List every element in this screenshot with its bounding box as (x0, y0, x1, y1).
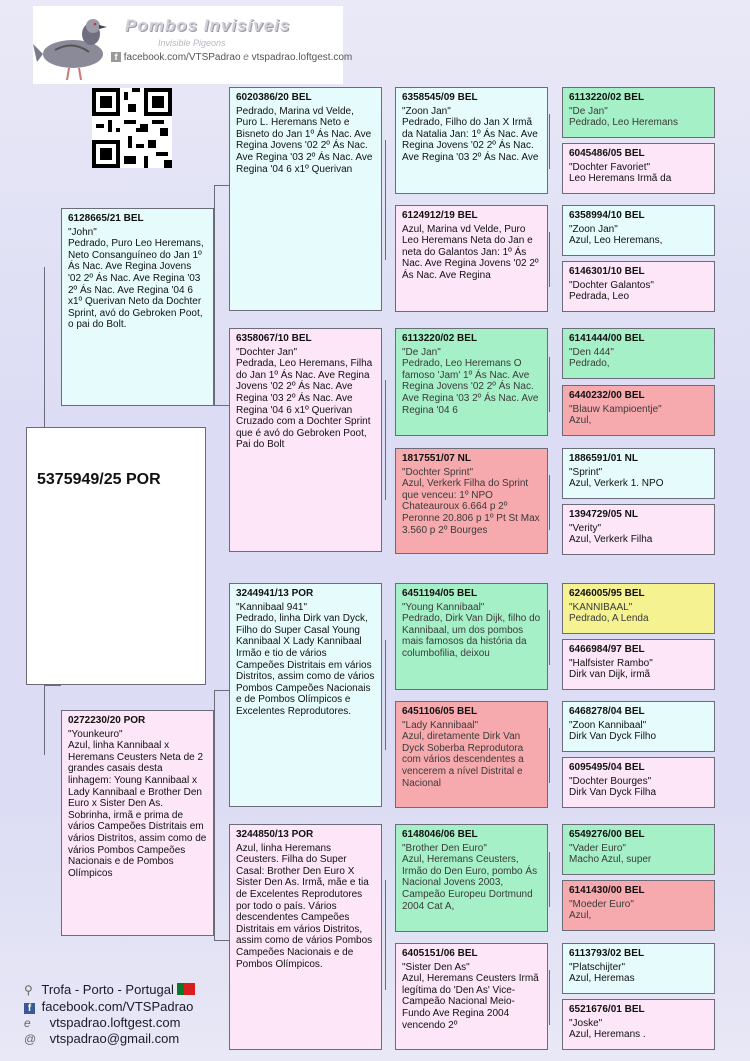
pedigree-gen3-2 (395, 205, 548, 312)
pedigree-gen3-8 (395, 943, 548, 1050)
pedigree-gen4-9 (562, 583, 715, 634)
pedigree-sire (61, 208, 214, 406)
pigeon-ring-number: 6549276/00 BEL (569, 829, 645, 840)
connector-line (214, 690, 215, 940)
pigeon-ring-number: 0272230/20 POR (68, 715, 146, 726)
pigeon-description: "Kannibaal 941" Pedrado, linha Dirk van Dyck, Filho do Super Casal Young Kannibaal X Lady Kannibaal Irmão e tio de vários Campeões Distritais em vários Distritos, assim como de vários Pombos Campeões Nacionais e de Pombos Olímpicos e Excelentes Reprodutores. (236, 601, 375, 717)
pigeon-ring-number: 6358067/10 BEL (236, 333, 312, 344)
pedigree-gen3-5 (395, 583, 548, 690)
footer-location-row (24, 982, 195, 997)
pedigree-gen4-2 (562, 143, 715, 194)
pedigree-gen2-4 (229, 824, 382, 1050)
pedigree-gen3-3 (395, 328, 548, 436)
connector-line (549, 728, 550, 783)
pigeon-ring-number: 6358994/10 BEL (569, 210, 645, 221)
pedigree-gen4-11 (562, 701, 715, 752)
connector-line (549, 114, 550, 169)
connector-line (549, 610, 550, 665)
pigeon-description: "John" Pedrado, Puro Leo Heremans, Neto Consanguíneo do Jan 1º Ás Nac. Ave Regina Jovens '02 2º Ás Nac. Ave Regina '03 2º Ás Nac. Ave Regina '04 6 x1º Querivan Neto da Dochter Sprint, avó do Gebroken Poot, o pai do Bolt. (68, 226, 204, 331)
footer-website-row (24, 1015, 180, 1030)
pigeon-description: "Moeder Euro" Azul, (569, 898, 634, 922)
pigeon-ring-number: 6141444/00 BEL (569, 333, 645, 344)
footer-facebook-row (24, 999, 193, 1014)
pedigree-gen2-3 (229, 583, 382, 807)
footer-email-link[interactable]: vtspadrao@gmail.com (49, 1031, 180, 1046)
pedigree-gen4-6 (562, 385, 715, 436)
subject-box (26, 427, 206, 685)
subject-id: 5375949/25 POR (37, 471, 161, 488)
pigeon-description: Pedrado, Marina vd Velde, Puro L. Heremans Neto e Bisneto do Jan 1º Ás Nac. Ave Regina Jovens '02 2º Ás Nac. Ave Regina '03 2º Ás Nac. Ave Regina '04 6 x1º Querivan (236, 105, 373, 175)
pigeon-description: "De Jan" Pedrado, Leo Heremans O famoso 'Jam' 1º Ás Nac. Ave Regina Jovens '02 2º Ás Nac. Ave Regina '03 2º Ás Nac. Ave Regina '04 6 (402, 346, 539, 416)
pigeon-ring-number: 3244941/13 POR (236, 588, 314, 599)
pedigree-gen4-10 (562, 639, 715, 690)
web-icon: e (24, 1016, 31, 1030)
pigeon-ring-number: 1394729/05 NL (569, 509, 638, 520)
pigeon-description: "Verity" Azul, Verkerk Filha (569, 522, 653, 546)
pigeon-description: "Dochter Galantos" Pedrada, Leo (569, 279, 654, 303)
pigeon-ring-number: 6451106/05 BEL (402, 706, 478, 717)
pigeon-ring-number: 6405151/06 BEL (402, 948, 478, 959)
pedigree-gen4-8 (562, 504, 715, 555)
pigeon-ring-number: 1817551/07 NL (402, 453, 471, 464)
pigeon-description: "Dochter Sprint" Azul, Verkerk Filha do Sprint que venceu: 1º NPO Chateauroux 6.664 p 2º Peronne 20.806 p 1º Pt St Max 3.560 p 2º Bourges (402, 466, 540, 536)
pedigree-gen4-1 (562, 87, 715, 138)
pigeon-ring-number: 6113220/02 BEL (569, 92, 645, 103)
connector-line (549, 852, 550, 907)
pigeon-description: "Dochter Jan" Pedrada, Leo Heremans, Filha do Jan 1º Ás Nac. Ave Regina Jovens '02 2º Ás Nac. Ave Regina '03 2º Ás Nac. Ave Regina '04 6 x1º Querivan Cruzado com a Dochter Sprint que é avó do Gebroken Poot, Pai do Bolt (236, 346, 373, 451)
pigeon-ring-number: 6468278/04 BEL (569, 706, 645, 717)
pedigree-gen4-16 (562, 999, 715, 1050)
connector-line (44, 685, 45, 755)
pedigree-gen4-4 (562, 261, 715, 312)
connector-line (549, 970, 550, 1025)
pigeon-ring-number: 6124912/19 BEL (402, 210, 478, 221)
connector-line (385, 640, 386, 750)
pedigree-gen3-4 (395, 448, 548, 554)
pedigree-gen3-1 (395, 87, 548, 194)
pigeon-description: "Zoon Jan" Azul, Leo Heremans, (569, 223, 663, 247)
pigeon-description: "Sprint" Azul, Verkerk 1. NPO (569, 466, 664, 490)
pigeon-description: "Halfsister Rambo" Dirk van Dijk, irmã (569, 657, 653, 681)
pedigree-gen2-1 (229, 87, 382, 311)
pigeon-ring-number: 6246005/95 BEL (569, 588, 645, 599)
pigeon-description: "Den 444" Pedrado, (569, 346, 614, 370)
location-pin-icon: ⚲ (24, 983, 33, 997)
pigeon-description: "KANNIBAAL" Pedrado, A Lenda (569, 601, 649, 625)
pigeon-description: "Younkeuro" Azul, linha Kannibaal x Heremans Ceusters Neta de 2 grandes casais desta linhagem: Young Kannibaal x Lady Kannibaal e Brother Den Euro x Sister Den As. Sobrinha, irmã e prima de vários Campeões Distritais em vários Distritos, assim como de vários Pombos Campeões Nacionais e de Pombos Olímpicos (68, 728, 207, 879)
pigeon-logo (33, 10, 113, 84)
footer-email-row (24, 1031, 179, 1046)
connector-line (44, 267, 45, 427)
pedigree-gen3-7 (395, 824, 548, 932)
pigeon-ring-number: 6451194/05 BEL (402, 588, 478, 599)
pigeon-ring-number: 6141430/00 BEL (569, 885, 645, 896)
pedigree-gen4-12 (562, 757, 715, 808)
pigeon-ring-number: 6466984/97 BEL (569, 644, 645, 655)
pigeon-ring-number: 6358545/09 BEL (402, 92, 478, 103)
connector-line (44, 685, 61, 686)
pigeon-description: "Dochter Bourges" Dirk Van Dyck Filha (569, 775, 657, 799)
pedigree-gen2-2 (229, 328, 382, 552)
pigeon-ring-number: 6020386/20 BEL (236, 92, 312, 103)
connector-line (549, 357, 550, 412)
pigeon-ring-number: 6148046/06 BEL (402, 829, 478, 840)
pedigree-gen4-14 (562, 880, 715, 931)
pigeon-description: "Platschijter" Azul, Heremas (569, 961, 635, 985)
footer-website-link[interactable]: vtspadrao.loftgest.com (49, 1015, 181, 1030)
pigeon-description: "Zoon Jan" Pedrado, Filho do Jan X Irmã da Natalia Jan: 1º Ás Nac. Ave Regina Jovens '02 2º Ás Nac. Ave Regina '03 2º Ás Nac. Ave (402, 105, 539, 163)
footer-location: Trofa - Porto - Portugal (41, 982, 174, 997)
connector-line (214, 185, 230, 186)
pedigree-gen4-3 (562, 205, 715, 256)
connector-line (214, 940, 230, 941)
pigeon-ring-number: 6113793/02 BEL (569, 948, 645, 959)
pigeon-description: Azul, Marina vd Velde, Puro Leo Heremans Neta do Jan e neta do Galantos Jan: 1º Ás Nac. Ave Regina Jovens '02 2º Ás Nac. Ave Regina (402, 223, 539, 281)
connector-line (549, 232, 550, 287)
connector-line (385, 380, 386, 500)
pigeon-description: "Sister Den As" Azul, Heremans Ceusters Irmã legítima do 'Den As' Vice-Campeão Nacional Meio-Fundo Ave Regina 2004 vencendo 2º (402, 961, 539, 1031)
footer-facebook-link[interactable]: facebook.com/VTSPadrao (41, 999, 194, 1014)
pedigree-dam (61, 710, 214, 936)
pigeon-ring-number: 6521676/01 BEL (569, 1004, 645, 1015)
pigeon-description: "Vader Euro" Macho Azul, super (569, 842, 652, 866)
connector-line (385, 880, 386, 990)
header-social (111, 52, 352, 63)
pigeon-ring-number: 6440232/00 BEL (569, 390, 645, 401)
web-icon: e (243, 52, 249, 63)
header-facebook-link[interactable]: facebook.com/VTSPadrao (123, 52, 241, 63)
pedigree-gen4-15 (562, 943, 715, 994)
pigeon-description: "Lady Kannibaal" Azul, diretamente Dirk Van Dyck Soberba Reprodutora com vários descendentes a vencerem a nível Distrital e Nacional (402, 719, 524, 789)
portugal-flag-icon (177, 983, 195, 995)
connector-line (214, 405, 230, 406)
pedigree-gen4-5 (562, 328, 715, 379)
brand-subtitle: Invisible Pigeons (158, 38, 226, 48)
pigeon-description: "Joske" Azul, Heremans . (569, 1017, 646, 1041)
pigeon-description: "De Jan" Pedrado, Leo Heremans (569, 105, 678, 129)
connector-line (549, 475, 550, 530)
email-icon: @ (24, 1032, 37, 1046)
pigeon-ring-number: 6128665/21 BEL (68, 213, 144, 224)
qr-code (92, 88, 172, 168)
pigeon-ring-number: 6045486/05 BEL (569, 148, 645, 159)
connector-line (214, 690, 230, 691)
facebook-icon: f (24, 1003, 35, 1014)
pigeon-ring-number: 3244850/13 POR (236, 829, 314, 840)
pigeon-description: "Young Kannibaal" Pedrado, Dirk Van Dijk, filho do Kannibaal, um dos pombos mais famosos da história da columbofilia, deixou (402, 601, 541, 659)
connector-line (385, 140, 386, 260)
pigeon-description: "Brother Den Euro" Azul, Heremans Ceusters, Irmão do Den Euro, pombo Ás Nacional Jovens 2003, Campeão Europeu Dortmund 2004 Cat A, (402, 842, 538, 912)
connector-line (214, 185, 215, 405)
brand-title: Pombos Invisíveis (125, 16, 291, 35)
pigeon-ring-number: 6095495/04 BEL (569, 762, 645, 773)
pedigree-gen4-13 (562, 824, 715, 875)
facebook-icon: f (111, 52, 121, 62)
pigeon-description: "Dochter Favoriet" Leo Heremans Irmã da (569, 161, 672, 185)
pigeon-ring-number: 1886591/01 NL (569, 453, 638, 464)
pigeon-description: Azul, linha Heremans Ceusters. Filha do Super Casal: Brother Den Euro X Sister Den As. Irmã, mãe e tia de Excelentes Reprodutores por todo o país. Vários descendentes Campeões Distritais em vários Distritos, assim como de vários Pombos Campeões Nacionais e de Pombos Olímpicos. (236, 842, 373, 970)
pigeon-ring-number: 6113220/02 BEL (402, 333, 478, 344)
pedigree-gen4-7 (562, 448, 715, 499)
header-website-link[interactable]: vtspadrao.loftgest.com (251, 52, 353, 63)
pigeon-description: "Blauw Kampioentje" Azul, (569, 403, 662, 427)
pigeon-ring-number: 6146301/10 BEL (569, 266, 645, 277)
pigeon-description: "Zoon Kannibaal" Dirk Van Dyck Filho (569, 719, 657, 743)
pedigree-gen3-6 (395, 701, 548, 808)
